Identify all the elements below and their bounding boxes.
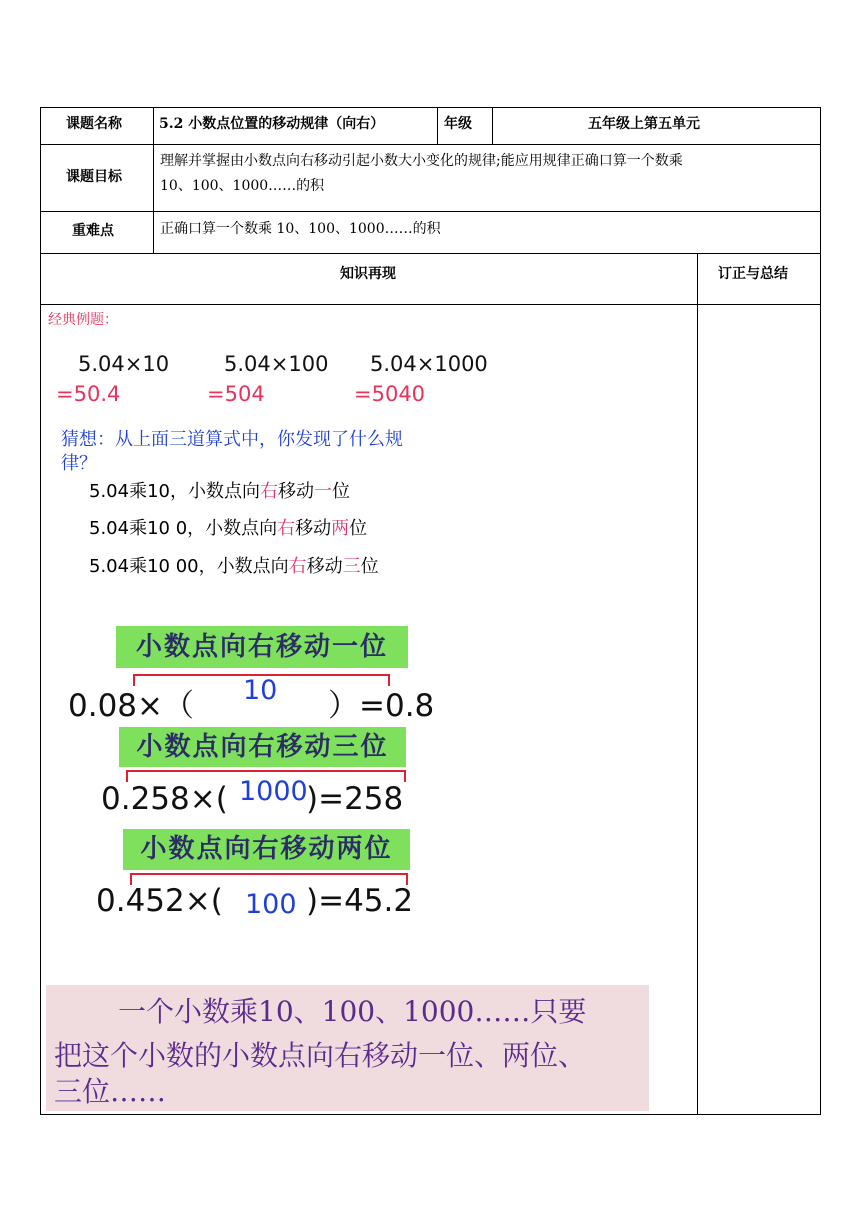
rule-1-direction: 右 [259, 481, 278, 502]
table-line-row4 [40, 304, 821, 305]
difficulty-value: 正确口算一个数乘 10、100、1000……的积 [160, 221, 441, 237]
exercise-2-banner: 小数点向右移动三位 [119, 727, 406, 767]
example-expr-2: 5.04×100 [224, 352, 329, 376]
exercise-3-left: 0.452×( [96, 883, 223, 919]
knowledge-heading: 知识再现 [340, 266, 396, 282]
rule-3-suffix: 位 [360, 556, 379, 577]
table-col-label [153, 107, 154, 254]
example-result-2: =504 [207, 382, 265, 406]
example-expr-1: 5.04×10 [78, 352, 170, 376]
rule-1-suffix: 位 [331, 481, 350, 502]
table-border-right [820, 107, 821, 1115]
rule-3-count: 三 [342, 556, 361, 577]
exercise-1-banner: 小数点向右移动一位 [116, 626, 408, 668]
guess-line-2: 律？ [61, 453, 97, 474]
exercise-2-right: )=258 [306, 781, 404, 817]
exercise-2-answer: 1000 [239, 776, 308, 807]
exercise-3-answer: 100 [245, 889, 297, 920]
exercise-1-left: 0.08×（ [68, 688, 194, 724]
example-result-3: =5040 [354, 382, 426, 406]
rule-3-direction: 右 [288, 556, 307, 577]
exercise-3-right: )=45.2 [306, 883, 414, 919]
grade-value: 五年级上第五单元 [588, 116, 700, 132]
rule-line-3 [89, 552, 379, 578]
goal-line-2: 10、100、1000……的积 [160, 178, 325, 194]
goal-label: 课题目标 [66, 169, 122, 185]
goal-line-1: 理解并掌握由小数点向右移动引起小数大小变化的规律;能应用规律正确口算一个数乘 [160, 153, 683, 169]
table-border-left [40, 107, 41, 1115]
rule-1-prefix: 5.04乘10，小数点向 [89, 481, 260, 502]
rule-line-2 [89, 514, 367, 540]
example-result-1: =50.4 [56, 382, 121, 406]
difficulty-label: 重难点 [72, 223, 114, 239]
classic-example-label: 经典例题： [48, 312, 118, 328]
exercise-1-right: ）=0.8 [328, 688, 435, 724]
table-border-top [40, 107, 821, 108]
table-line-row2 [40, 211, 821, 212]
rule-2-suffix: 位 [349, 518, 368, 539]
table-line-row3 [40, 253, 821, 254]
table-col-correction [697, 253, 698, 1115]
exercise-3-banner: 小数点向右移动两位 [123, 829, 410, 870]
summary-line-1: 一个小数乘10、100、1000……只要 [118, 995, 587, 1028]
table-col-grade-value [492, 107, 493, 144]
grade-label: 年级 [444, 116, 472, 132]
guess-line-1: 猜想：从上面三道算式中，你发现了什么规 [61, 429, 403, 450]
summary-line-3: 三位…… [54, 1075, 167, 1108]
rule-2-mid: 移动 [295, 518, 332, 539]
course-name-label: 课题名称 [66, 116, 122, 132]
rule-line-1 [89, 477, 350, 503]
correction-heading: 订正与总结 [718, 266, 788, 282]
rule-3-mid: 移动 [306, 556, 343, 577]
course-name-value: 5.2 小数点位置的移动规律（向右） [159, 116, 385, 132]
table-col-grade-label [437, 107, 438, 144]
table-line-row1 [40, 144, 821, 145]
rule-2-prefix: 5.04乘10 0，小数点向 [89, 518, 278, 539]
rule-1-count: 一 [313, 481, 332, 502]
table-border-bottom [40, 1114, 821, 1115]
exercise-2-left: 0.258×( [101, 781, 228, 817]
rule-3-prefix: 5.04乘10 00，小数点向 [89, 556, 289, 577]
rule-1-mid: 移动 [277, 481, 314, 502]
example-expr-3: 5.04×1000 [370, 352, 488, 376]
rule-2-count: 两 [331, 518, 350, 539]
exercise-1-answer: 10 [243, 675, 278, 706]
rule-2-direction: 右 [277, 518, 296, 539]
summary-line-2: 把这个小数的小数点向右移动一位、两位、 [54, 1039, 587, 1072]
